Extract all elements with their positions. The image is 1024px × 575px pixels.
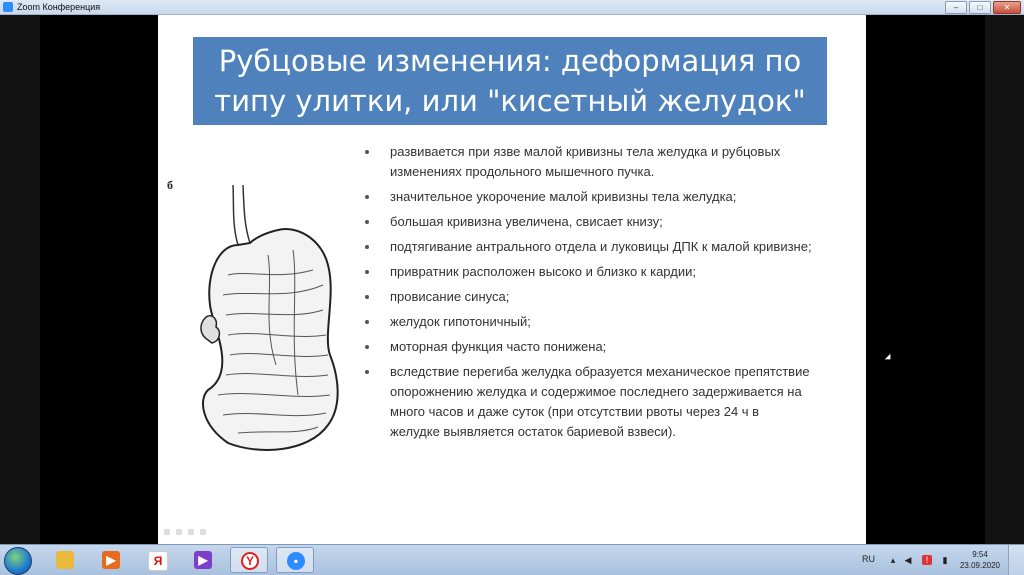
zoom-slide-icon[interactable] — [200, 529, 206, 535]
network-icon[interactable]: ▮ — [942, 555, 948, 565]
taskbar-item-media[interactable] — [92, 547, 130, 573]
window-title-bar — [0, 0, 1024, 15]
folder-icon — [56, 551, 74, 569]
slide-menu-icon[interactable] — [188, 529, 194, 535]
close-button[interactable]: ✕ — [993, 1, 1021, 14]
letterbox-left — [40, 15, 158, 544]
tray-expand-icon[interactable]: ▴ — [890, 555, 896, 565]
maximize-button[interactable]: □ — [969, 1, 991, 14]
left-margin — [0, 15, 40, 544]
figure-label: б — [167, 178, 173, 192]
clock-time: 9:54 — [972, 550, 988, 559]
bullet-item: желудок гипотоничный; — [362, 312, 812, 332]
bullet-item: привратник расположен высоко и близко к кардии; — [362, 262, 812, 282]
bullet-item: большая кривизна увеличена, свисает книзу; — [362, 212, 812, 232]
start-button[interactable] — [4, 547, 32, 575]
next-slide-icon[interactable] — [176, 529, 182, 535]
stomach-illustration — [198, 185, 348, 455]
taskbar-item-yandex[interactable] — [138, 547, 176, 573]
taskbar-item-visual-studio[interactable] — [184, 547, 222, 573]
slide-controls[interactable] — [164, 529, 206, 535]
yandex-icon: Я — [148, 551, 168, 571]
bullet-item: значительное укорочение малой кривизны тела желудка; — [362, 187, 812, 207]
window-title: Zoom Конференция — [17, 2, 101, 12]
system-clock[interactable] — [958, 549, 1002, 571]
yandex-browser-icon: Y — [241, 552, 259, 570]
visual-studio-icon: ▶ — [194, 551, 212, 569]
prev-slide-icon[interactable] — [164, 529, 170, 535]
volume-icon[interactable]: ◀ — [904, 555, 912, 565]
taskbar-item-yandex-browser[interactable] — [230, 547, 268, 573]
show-desktop-button[interactable] — [1008, 545, 1024, 575]
bullet-item: моторная функция часто понижена; — [362, 337, 812, 357]
slide-title: Рубцовые изменения: деформация по типу улитки, или "кисетный желудок" — [193, 37, 827, 125]
taskbar-item-explorer[interactable] — [46, 547, 84, 573]
language-indicator[interactable]: RU — [862, 554, 875, 564]
letterbox-right — [866, 15, 985, 544]
taskbar-item-zoom[interactable] — [276, 547, 314, 573]
media-player-icon: ▶ — [102, 551, 120, 569]
notification-icon[interactable]: ! — [922, 555, 932, 565]
presentation-slide — [158, 15, 866, 544]
minimize-button[interactable]: – — [945, 1, 967, 14]
bullet-item: подтягивание антрального отдела и луковицы ДПК к малой кривизне; — [362, 237, 812, 257]
bullet-item: провисание синуса; — [362, 287, 812, 307]
clock-date: 23.09.2020 — [959, 561, 1001, 570]
bullet-list — [362, 142, 812, 447]
taskbar — [0, 544, 1024, 575]
zoom-icon: ▪ — [287, 552, 305, 570]
bullet-item: развивается при язве малой кривизны тела желудка и рубцовых изменениях продольного мышечного пучка. — [362, 142, 812, 182]
zoom-app-icon — [3, 2, 13, 12]
right-margin — [985, 15, 1024, 544]
bullet-item: вследствие перегиба желудка образуется механическое препятствие опорожнению желудка и содержимое последнего задерживается на много часов и даже суток (при отсутствии рвоты через 24 ч в желудке выявляется остаток бариевой взвеси). — [362, 362, 812, 442]
